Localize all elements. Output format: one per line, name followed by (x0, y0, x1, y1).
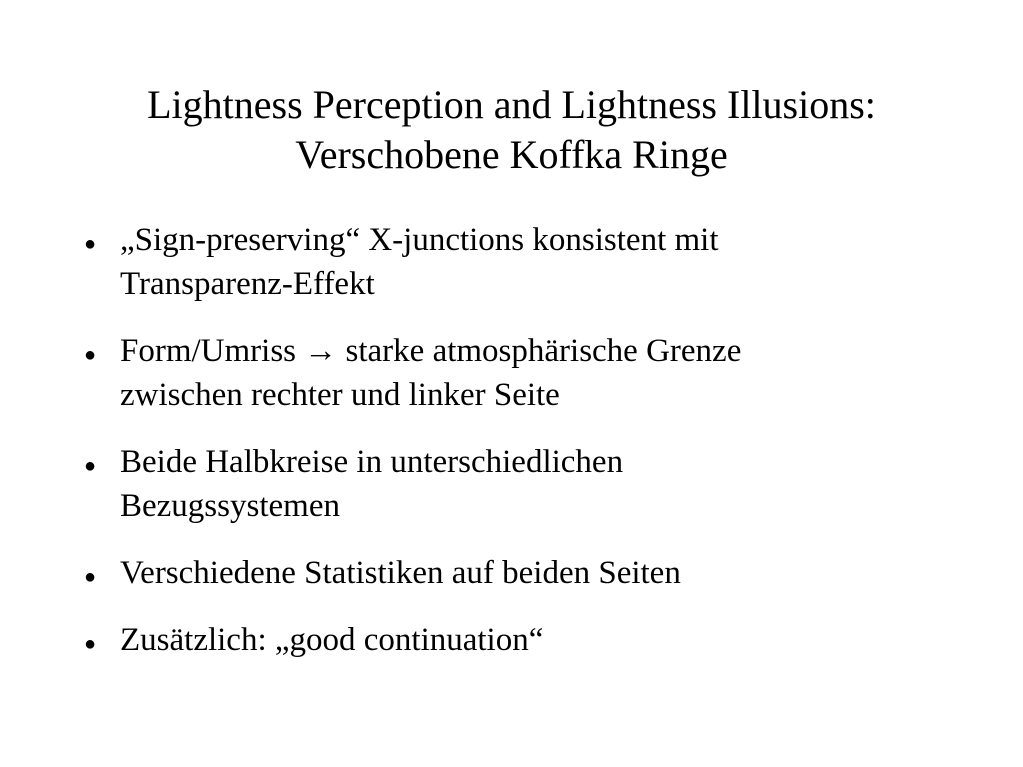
bullet-text-line: Transparenz-Effekt (120, 266, 375, 302)
bullet-dot-icon: ● (84, 344, 97, 366)
bullet-text-line: zwischen rechter und linker Seite (120, 377, 560, 413)
bullet-text-line: Beide Halbkreise in unterschiedlichen (120, 444, 624, 480)
bullet-list (84, 218, 964, 685)
bullet-item-statistiken (84, 551, 964, 595)
bullet-dot-icon: ● (84, 233, 97, 255)
bullet-text-line: Verschiedene Statistiken auf beiden Seiten (120, 555, 681, 591)
bullet-item-halbkreise (84, 440, 964, 528)
bullet-item-form-umriss (84, 329, 964, 417)
bullet-text-line: Form/Umriss → starke atmosphärische Grenze (120, 333, 742, 369)
bullet-text-line: Bezugssystemen (120, 488, 340, 524)
bullet-item-x-junctions (84, 218, 964, 306)
bullet-text-line: Zusätzlich: „good continuation“ (120, 622, 544, 658)
bullet-dot-icon: ● (84, 633, 97, 655)
bullet-text-line: „Sign-preserving“ X-junctions konsistent mit (120, 222, 719, 258)
bullet-dot-icon: ● (84, 455, 97, 477)
slide-title-line-1: Lightness Perception and Lightness Illusions: (147, 82, 876, 127)
slide-title (40, 80, 983, 180)
bullet-dot-icon: ● (84, 566, 97, 588)
slide-title-line-2: Verschobene Koffka Ringe (295, 132, 728, 177)
bullet-item-good-continuation (84, 618, 964, 662)
